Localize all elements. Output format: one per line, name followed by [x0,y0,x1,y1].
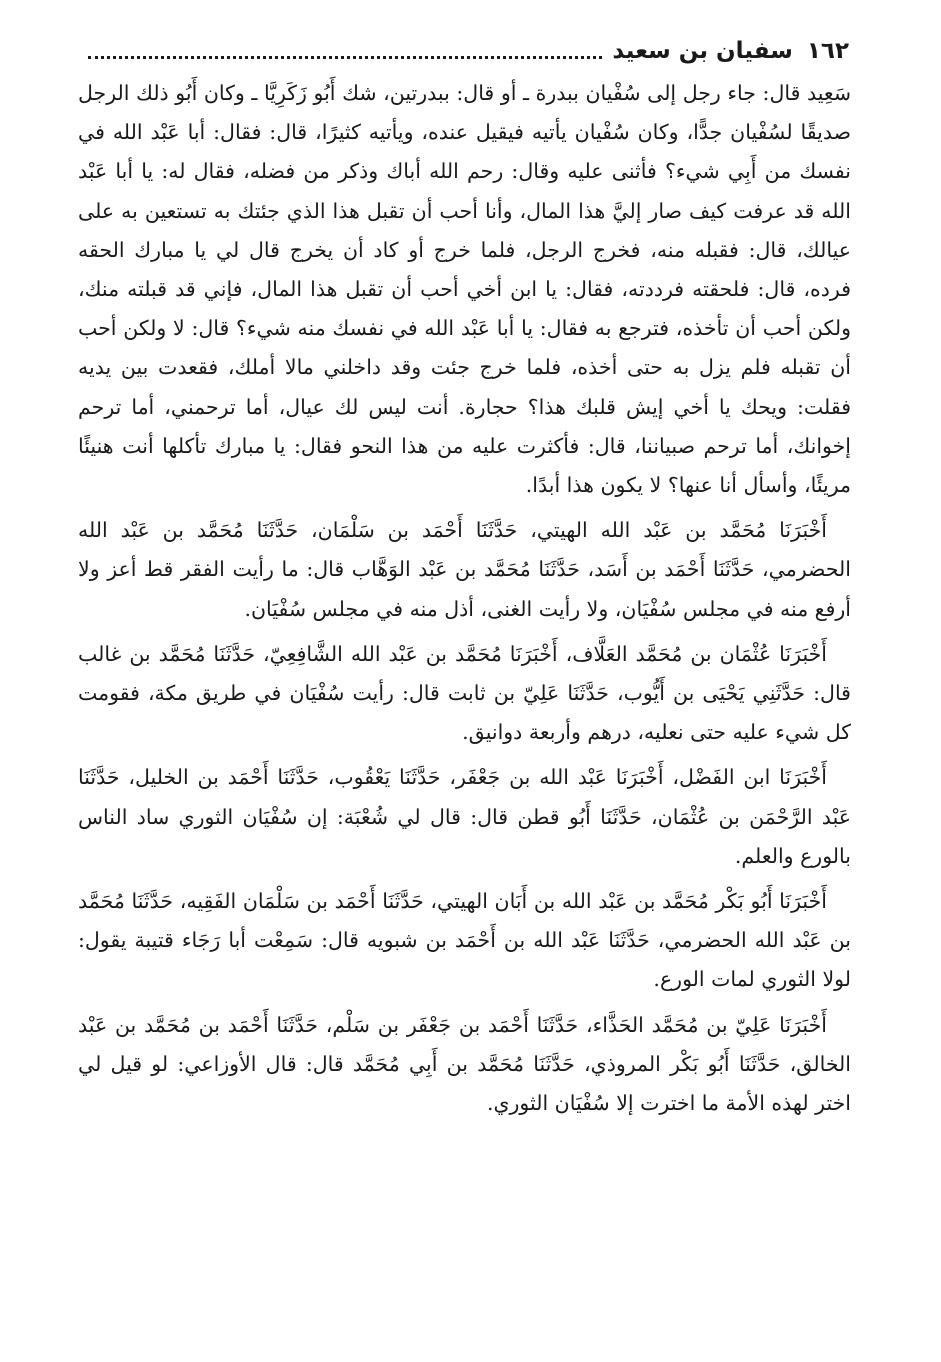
page-number: ١٦٢ [806,38,849,64]
running-title: سفيان بن سعيد [612,38,793,64]
paragraph-2: أَخْبَرَنَا مُحَمَّد بن عَبْد الله الهيتي، حَدَّثَنَا أَحْمَد بن سَلْمَان، حَدَّثَنَا مُحَمَّد بن عَبْد الله الحضرمي، حَدَّثَنَا أَحْمَد بن أَسَد، حَدَّثَنَا مُحَمَّد بن عَبْد الوَهَّاب قال: ما رأيت الفقر قط أعز ولا أرفع منه في مجلس سُفْيَان، ولا رأيت الغنى، أذل منه في مجلس سُفْيَان. [78,518,851,621]
page-header [78,34,849,68]
paragraph-5: أَخْبَرَنَا أَبُو بَكْر مُحَمَّد بن عَبْد الله بن أَبَان الهيتي، حَدَّثَنَا أَحْمَد بن سَلْمَان الفَقِيه، حَدَّثَنَا مُحَمَّد بن عَبْد الله الحضرمي، حَدَّثَنَا عَبْد الله بن أَحْمَد بن شبويه قال: سَمِعْت أبا رَجَاء قتيبة يقول: لولا الثوري لمات الورع. [78,889,851,992]
header-dotted-leader [88,56,602,59]
page-body [78,74,851,1129]
paragraph-1: سَعِيد قال: جاء رجل إلى سُفْيان ببدرة ـ أو قال: ببدرتين، شك أَبُو زَكَرِيَّا ـ وكان أَبُو ذلك الرجل صديقًا لسُفْيان جدًّا، وكان سُفْيان يأتيه فيقيل عنده، ويأتيه كثيرًا، قال: فقال: أبا عَبْد الله في نفسك من أَبِي شيء؟ فأثنى عليه وقال: رحم الله أباك وذكر من فضله، فقال له: يا أبا عَبْد الله قد عرفت كيف صار إليَّ هذا المال، وأنا أحب أن تقبل هذا الذي جئتك به تستعين به على عيالك، قال: فقبله منه، فخرج الرجل، فلما خرج أو كاد أن يخرج قال لي يا مبارك الحقه فرده، قال: فلحقته فرددته، فقال: يا ابن أخي أحب أن تقبل هذا المال، فإني قد قبلته منك، ولكن أحب أن تأخذه، فترجع به فقال: يا أبا عَبْد الله في نفسك منه شيء؟ قال: لا ولكن أحب أن تقبله فلم يزل به حتى أخذه، فلما خرج جئت وقد داخلني مالا أملك، فقعدت بين يديه فقلت: ويحك يا أخي إيش قلبك هذا؟ حجارة. أنت ليس لك عيال، أما ترحمني، أما ترحم إخوانك، أما ترحم صبياننا، قال: فأكثرت عليه من هذا النحو فقال: يا مبارك تأكلها أنت هنيئًا مريئًا، وأسأل أنا عنها؟ لا يكون هذا أبدًا. [78,81,851,498]
paragraph-6: أَخْبَرَنَا عَلِيّ بن مُحَمَّد الحَذَّاء، حَدَّثَنَا أَحْمَد بن جَعْفَر بن سَلْم، حَدَّثَنَا أَحْمَد بن مُحَمَّد بن عَبْد الخالق، حَدَّثَنَا أَبُو بَكْر المروذي، حَدَّثَنَا مُحَمَّد بن أَبِي مُحَمَّد قال: قال الأوزاعي: لو قيل لي اختر لهذه الأمة ما اخترت إلا سُفْيَان الثوري. [78,1012,851,1116]
paragraph-4: أَخْبَرَنَا ابن الفَضْل، أَخْبَرَنَا عَبْد الله بن جَعْفَر، حَدَّثَنَا يَعْقُوب، حَدَّثَنَا أَحْمَد بن الخليل، حَدَّثَنَا عَبْد الرَّحْمَن بن عُثْمَان، حَدَّثَنَا أَبُو قطن قال: قال لي شُعْبَة: إن سُفْيَان الثوري ساد الناس بالورع والعلم. [78,765,851,868]
paragraph-3: أَخْبَرَنَا عُثْمَان بن مُحَمَّد العَلَّاف، أَخْبَرَنَا مُحَمَّد بن عَبْد الله الشَّافِعِيّ، حَدَّثَنَا مُحَمَّد بن غالب قال: حَدَّثَنِي يَحْيَى بن أَيُّوب، حَدَّثَنَا عَلِيّ بن ثابت قال: رأيت سُفْيَان في طريق مكة، فقومت كل شيء عليه حتى نعليه، درهم وأربعة دوانيق. [78,641,851,745]
